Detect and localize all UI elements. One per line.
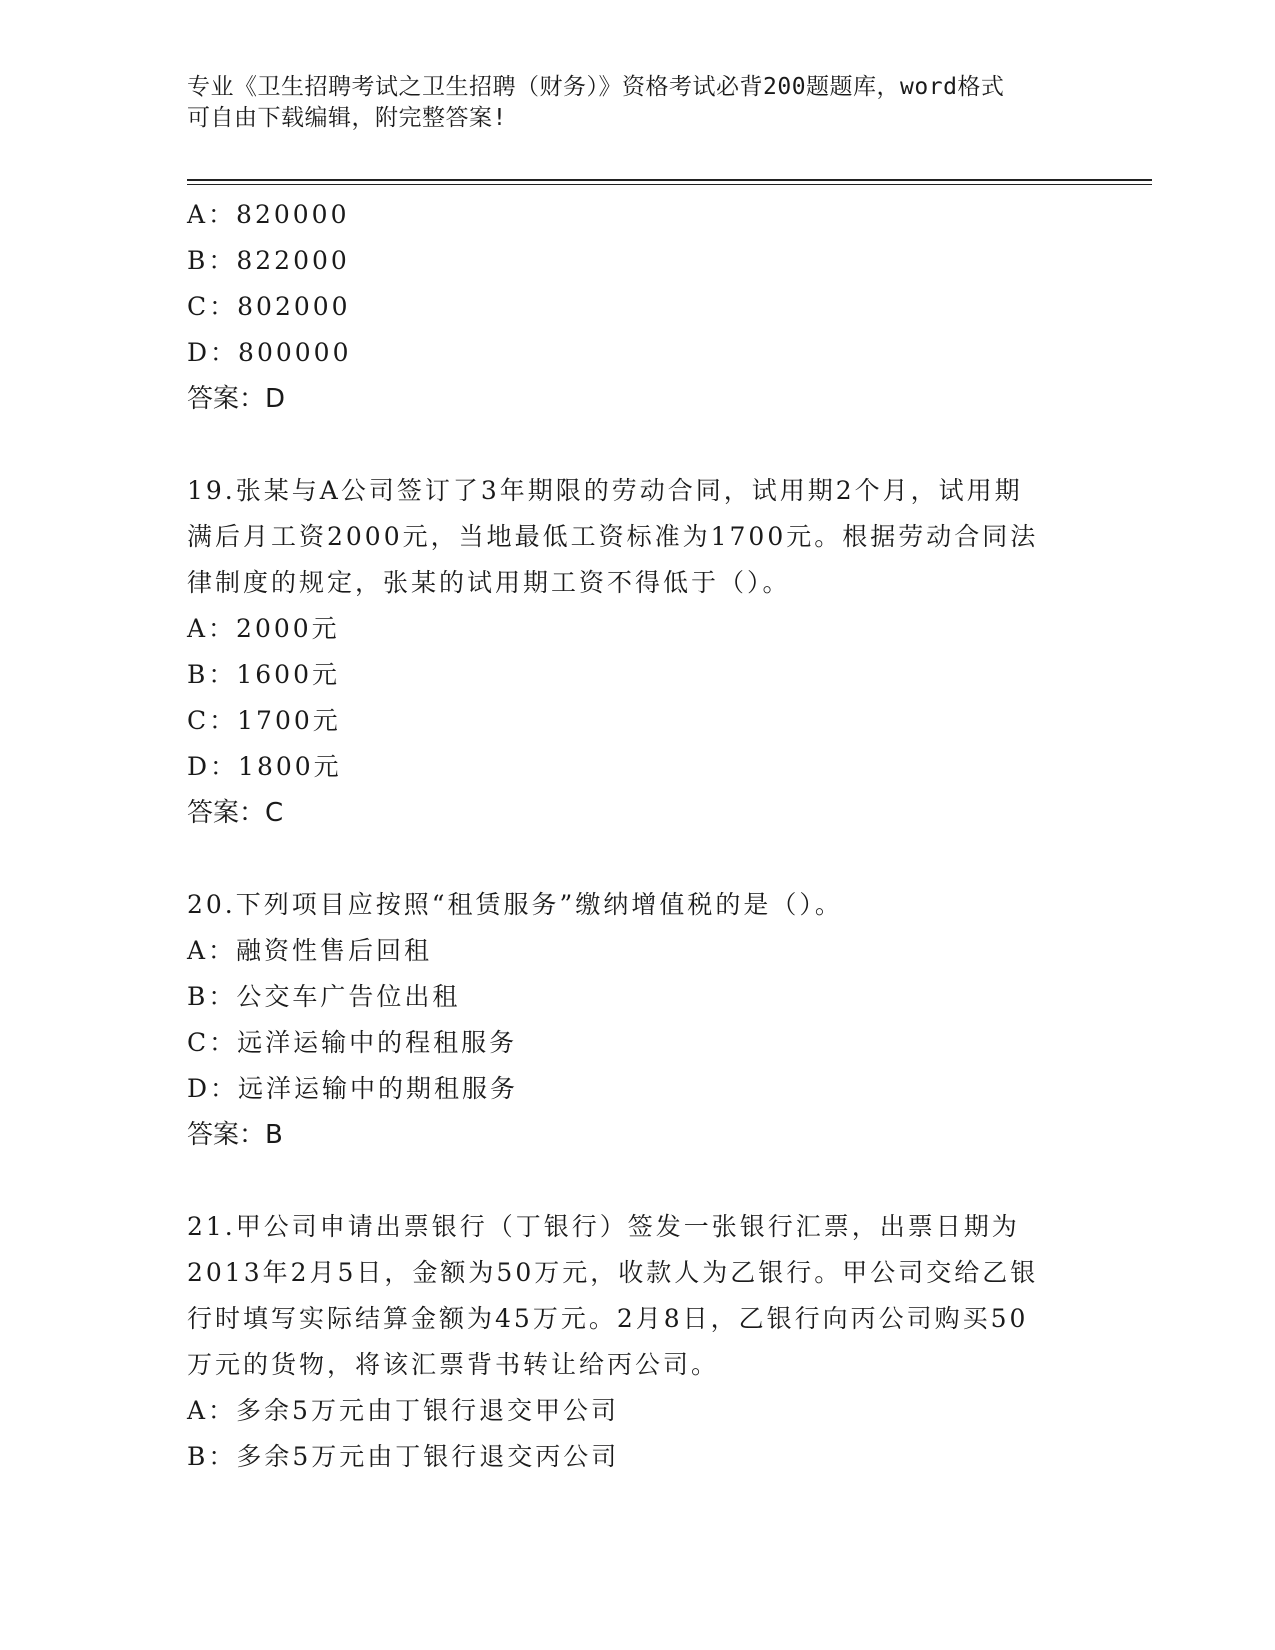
spacer bbox=[187, 836, 1147, 882]
question-stem-line: 20.下列项目应按照“租赁服务”缴纳增值税的是（）。 bbox=[187, 890, 843, 919]
option-d: D：1800元 bbox=[187, 752, 342, 781]
option-a: A：2000元 bbox=[187, 614, 340, 643]
question-19 bbox=[187, 468, 1147, 836]
header-divider-thin bbox=[187, 184, 1152, 185]
document-header bbox=[187, 72, 1087, 134]
header-title-line-2: 可自由下载编辑，附完整答案! bbox=[187, 105, 507, 131]
option-d: D：远洋运输中的期租服务 bbox=[187, 1074, 519, 1103]
option-b: B：822000 bbox=[187, 246, 350, 275]
question-stem-line: 行时填写实际结算金额为45万元。2月8日，乙银行向丙公司购买50 bbox=[187, 1304, 1029, 1333]
header-divider-thick bbox=[187, 179, 1152, 181]
option-a: A：融资性售后回租 bbox=[187, 936, 433, 965]
option-c: C：1700元 bbox=[187, 706, 341, 735]
header-title-line-1: 专业《卫生招聘考试之卫生招聘（财务）》资格考试必背200题题库，word格式 bbox=[187, 74, 1005, 100]
question-stem-line: 19.张某与A公司签订了3年期限的劳动合同，试用期2个月，试用期 bbox=[187, 476, 1023, 505]
question-20 bbox=[187, 882, 1147, 1158]
option-b: B：多余5万元由丁银行退交丙公司 bbox=[187, 1442, 620, 1471]
option-b: B：公交车广告位出租 bbox=[187, 982, 461, 1011]
option-c: C：802000 bbox=[187, 292, 351, 321]
option-c: C：远洋运输中的程租服务 bbox=[187, 1028, 518, 1057]
question-stem-line: 满后月工资2000元，当地最低工资标准为1700元。根据劳动合同法 bbox=[187, 522, 1039, 551]
option-a: A：多余5万元由丁银行退交甲公司 bbox=[187, 1396, 619, 1425]
question-stem-line: 万元的货物，将该汇票背书转让给丙公司。 bbox=[187, 1350, 720, 1379]
question-stem-line: 2013年2月5日，金额为50万元，收款人为乙银行。甲公司交给乙银 bbox=[187, 1258, 1039, 1287]
option-a: A：820000 bbox=[187, 200, 350, 229]
question-18 bbox=[187, 192, 1147, 422]
question-stem-line: 律制度的规定，张某的试用期工资不得低于（）。 bbox=[187, 568, 791, 597]
answer-line: 答案：D bbox=[187, 384, 286, 414]
question-21 bbox=[187, 1204, 1147, 1480]
document-body bbox=[187, 192, 1147, 1480]
question-stem-line: 21.甲公司申请出票银行（丁银行）签发一张银行汇票，出票日期为 bbox=[187, 1212, 1020, 1241]
spacer bbox=[187, 1158, 1147, 1204]
answer-line: 答案：B bbox=[187, 1120, 283, 1150]
option-b: B：1600元 bbox=[187, 660, 340, 689]
spacer bbox=[187, 422, 1147, 468]
answer-line: 答案：C bbox=[187, 798, 284, 828]
option-d: D：800000 bbox=[187, 338, 352, 367]
